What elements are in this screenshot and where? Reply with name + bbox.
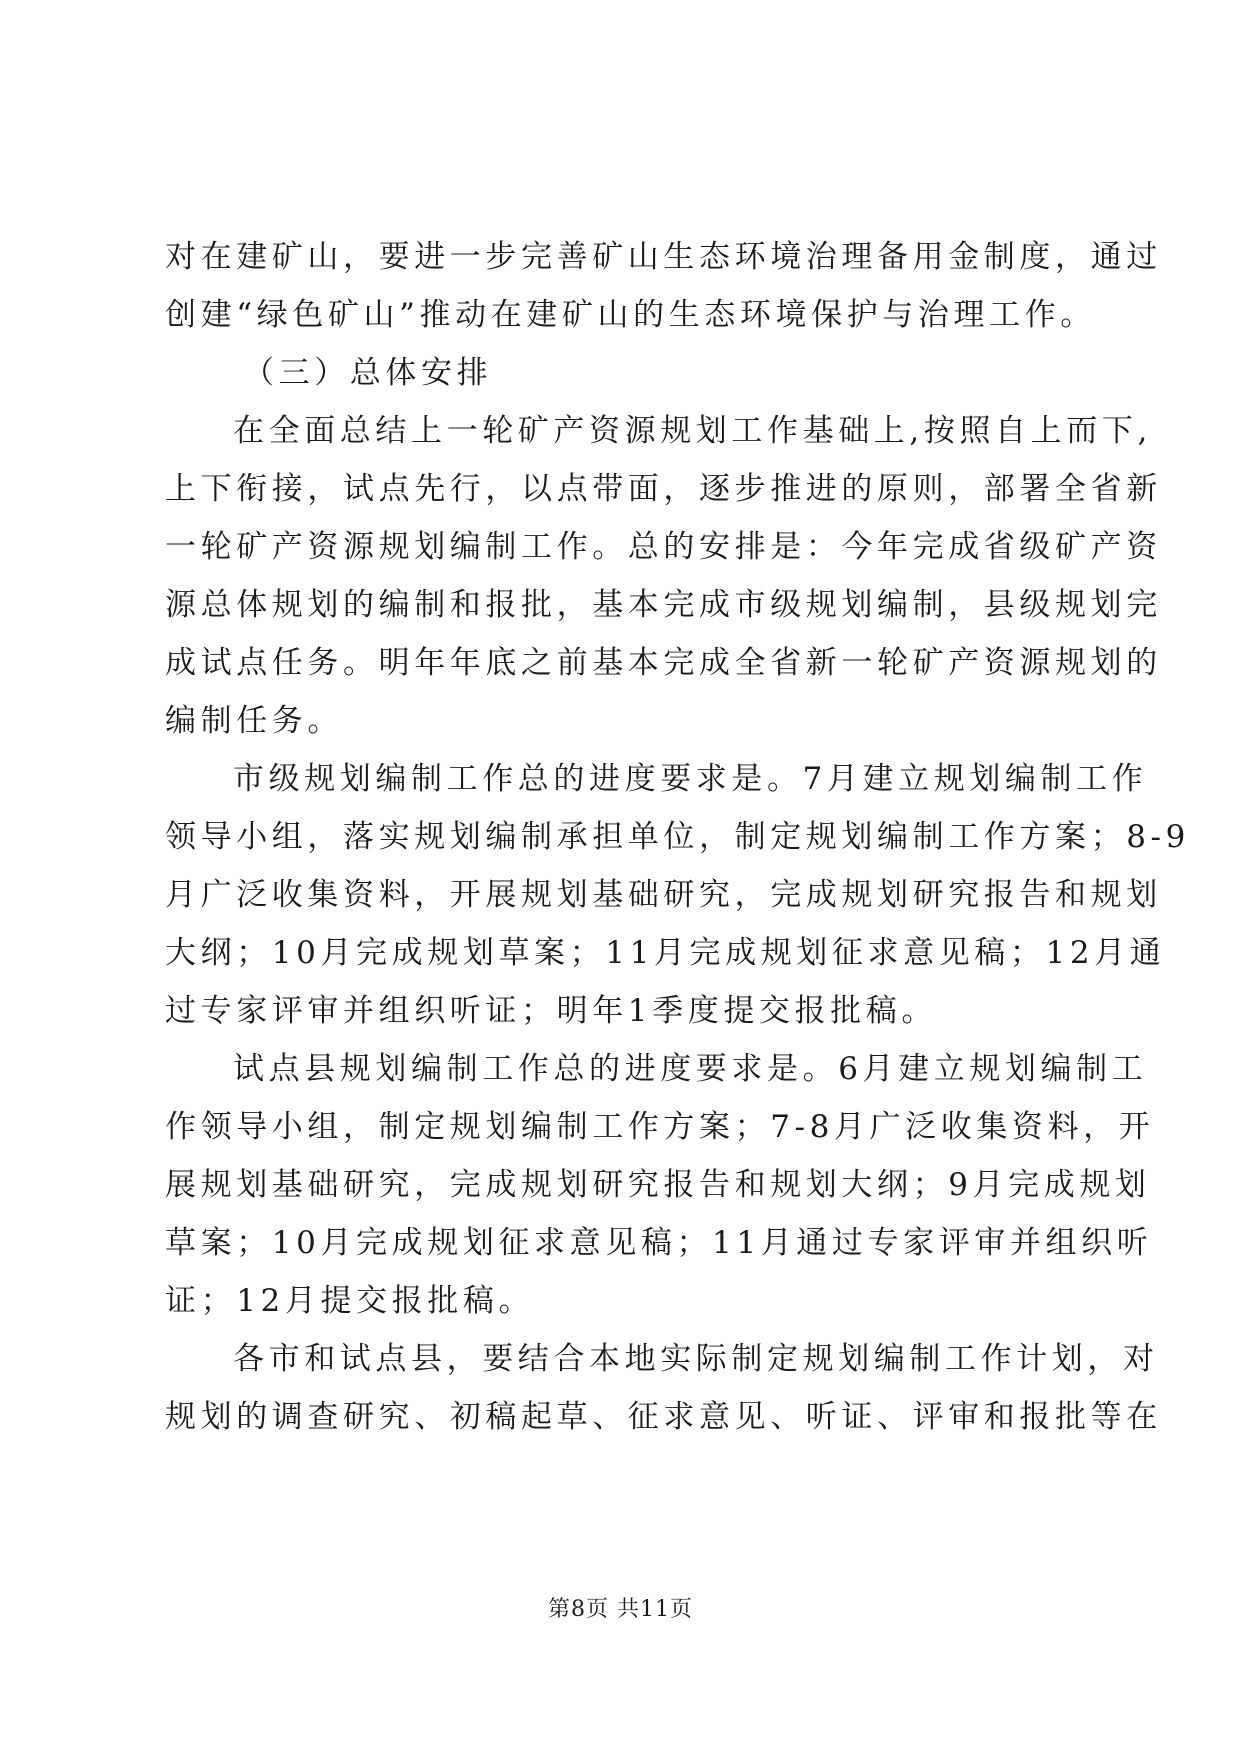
text-line: 证；12月提交报批稿。 xyxy=(165,1283,535,1319)
text-line: 规划的调查研究、初稿起草、征求意见、听证、评审和报批等在 xyxy=(165,1399,1162,1435)
text-line: 大纲；10月完成规划草案；11月完成规划征求意见稿；12月通 xyxy=(165,935,1166,971)
text-line: 草案；10月完成规划征求意见稿；11月通过专家评审并组织听 xyxy=(165,1225,1153,1261)
text-line: 月广泛收集资料，开展规划基础研究，完成规划研究报告和规划 xyxy=(165,877,1162,913)
text-line: 试点县规划编制工作总的进度要求是。6月建立规划编制工 xyxy=(233,1051,1148,1087)
text-line: 市级规划编制工作总的进度要求是。7月建立规划编制工作 xyxy=(233,761,1148,797)
paragraph-continuation xyxy=(165,228,1162,344)
text-line: 一轮矿产资源规划编制工作。总的安排是：今年完成省级矿产资 xyxy=(165,529,1162,565)
page-number-label: 第8页 共11页 xyxy=(548,1597,693,1622)
text-line: 在全面总结上一轮矿产资源规划工作基础上,按照自上而下, xyxy=(233,413,1152,449)
text-line: 展规划基础研究，完成规划研究报告和规划大纲；9月完成规划 xyxy=(165,1167,1151,1203)
section-heading xyxy=(165,344,1085,402)
text-line: 各市和试点县，要结合本地实际制定规划编制工作计划，对 xyxy=(233,1341,1159,1377)
text-line: 成试点任务。明年年底之前基本完成全省新一轮矿产资源规划的 xyxy=(165,645,1162,681)
text-line: 对在建矿山，要进一步完善矿山生态环境治理备用金制度，通过 xyxy=(165,239,1162,275)
text-line: 领导小组，落实规划编制承担单位，制定规划编制工作方案；8-9 xyxy=(165,819,1190,855)
text-line: 编制任务。 xyxy=(165,703,343,739)
text-line: 过专家评审并组织听证；明年1季度提交报批稿。 xyxy=(165,993,937,1029)
document-body xyxy=(165,228,1190,1446)
text-line: 源总体规划的编制和报批，基本完成市级规划编制，县级规划完 xyxy=(165,587,1162,623)
page-footer xyxy=(0,1592,1241,1623)
text-line: 创建“绿色矿山”推动在建矿山的生态环境保护与治理工作。 xyxy=(165,297,1096,333)
section-heading-text: （三）总体安排 xyxy=(243,355,493,391)
paragraph-work-plan xyxy=(165,1330,1162,1446)
paragraph-pilot-county-schedule xyxy=(165,1040,1155,1330)
paragraph-city-schedule xyxy=(165,750,1190,1040)
text-line: 上下衔接，试点先行，以点带面，逐步推进的原则，部署全省新 xyxy=(165,471,1162,507)
paragraph-overall-arrangement xyxy=(165,402,1162,750)
text-line: 作领导小组，制定规划编制工作方案；7-8月广泛收集资料，开 xyxy=(165,1109,1155,1145)
